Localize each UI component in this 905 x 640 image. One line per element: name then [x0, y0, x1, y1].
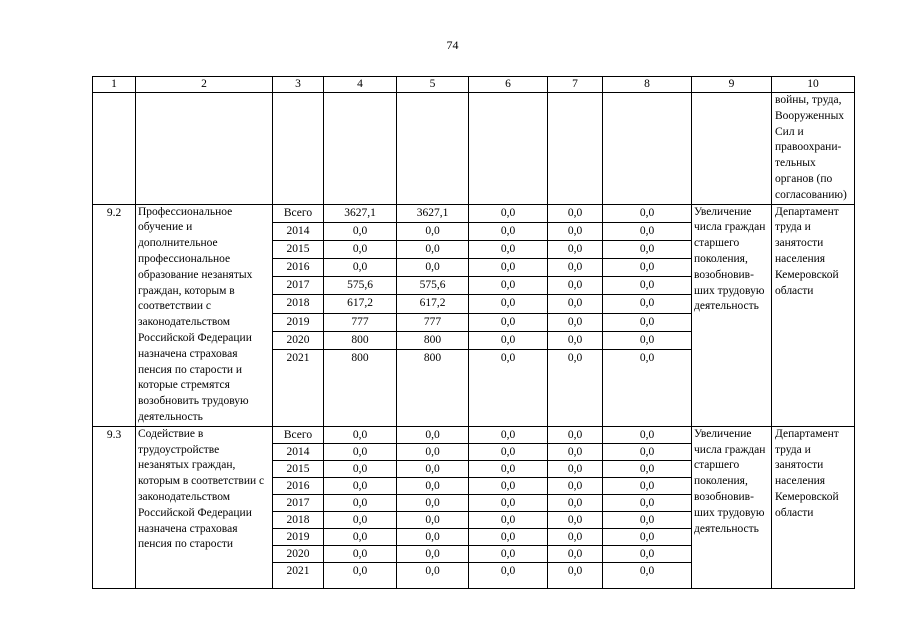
year-cell: 2021	[273, 349, 324, 426]
executor-continuation: войны, труда, Вооруженных Сил и правоохрани-тельных органов (по согласованию)	[772, 93, 855, 205]
year-cell: 2018	[273, 511, 324, 528]
value-cell: 0,0	[603, 511, 692, 528]
value-cell: 0,0	[469, 349, 548, 426]
value-cell: 0,0	[397, 528, 469, 545]
section-description: Профессиональное обучение и дополнительное профессиональное образование незанятых граждан, которым в соответствии с законодательством Российской Федерации назначена страховая пенсия по старости и которые стремятся возобновить трудовую деятельность	[136, 204, 273, 426]
value-cell: 800	[324, 331, 397, 349]
header-cell: 8	[603, 77, 692, 93]
value-cell: 0,0	[548, 204, 603, 222]
section-number: 9.3	[93, 426, 136, 588]
value-cell: 0,0	[603, 477, 692, 494]
value-cell: 0,0	[603, 349, 692, 426]
value-cell: 0,0	[397, 511, 469, 528]
value-cell: 0,0	[397, 443, 469, 460]
value-cell: 0,0	[469, 494, 548, 511]
year-cell: 2021	[273, 562, 324, 588]
value-cell: 0,0	[397, 259, 469, 277]
value-cell: 0,0	[397, 426, 469, 443]
section-executor: Департамент труда и занятости населения Кемеровской области	[772, 426, 855, 588]
section-description: Содействие в трудоустройстве незанятых граждан, которым в соответствии с законодательством Российской Федерации назначена страховая пенсия по старости	[136, 426, 273, 588]
value-cell: 0,0	[397, 460, 469, 477]
header-cell: 4	[324, 77, 397, 93]
page-number: 74	[446, 38, 459, 52]
value-cell: 800	[397, 349, 469, 426]
value-cell: 0,0	[469, 511, 548, 528]
empty-cell	[548, 93, 603, 205]
value-cell: 617,2	[324, 295, 397, 313]
value-cell: 0,0	[603, 313, 692, 331]
value-cell: 0,0	[324, 494, 397, 511]
value-cell: 0,0	[469, 460, 548, 477]
value-cell: 0,0	[469, 562, 548, 588]
header-row	[93, 77, 855, 93]
empty-cell	[93, 93, 136, 205]
value-cell: 617,2	[397, 295, 469, 313]
value-cell: 0,0	[548, 477, 603, 494]
value-cell: 0,0	[324, 426, 397, 443]
value-cell: 0,0	[324, 443, 397, 460]
value-cell: 0,0	[469, 277, 548, 295]
value-cell: 800	[324, 349, 397, 426]
empty-cell	[603, 93, 692, 205]
value-cell: 0,0	[324, 259, 397, 277]
year-cell: 2015	[273, 240, 324, 258]
value-cell: 0,0	[548, 528, 603, 545]
value-cell: 0,0	[548, 331, 603, 349]
value-cell: 0,0	[548, 511, 603, 528]
table-row	[93, 204, 855, 222]
continuation-row	[93, 93, 855, 205]
year-cell: 2019	[273, 313, 324, 331]
empty-cell	[136, 93, 273, 205]
value-cell: 0,0	[469, 331, 548, 349]
value-cell: 0,0	[397, 545, 469, 562]
value-cell: 0,0	[469, 443, 548, 460]
program-table	[92, 76, 855, 589]
empty-cell	[324, 93, 397, 205]
value-cell: 0,0	[324, 562, 397, 588]
empty-cell	[397, 93, 469, 205]
value-cell: 0,0	[603, 528, 692, 545]
value-cell: 0,0	[324, 222, 397, 240]
value-cell: 0,0	[548, 443, 603, 460]
value-cell: 0,0	[397, 562, 469, 588]
value-cell: 575,6	[324, 277, 397, 295]
year-cell: Всего	[273, 204, 324, 222]
value-cell: 0,0	[324, 240, 397, 258]
section-result: Увеличение числа граждан старшего поколения, возобновив-ших трудовую деятельность	[692, 426, 772, 588]
value-cell: 0,0	[603, 240, 692, 258]
value-cell: 0,0	[324, 528, 397, 545]
header-cell: 9	[692, 77, 772, 93]
header-cell: 3	[273, 77, 324, 93]
value-cell: 3627,1	[397, 204, 469, 222]
year-cell: 2018	[273, 295, 324, 313]
value-cell: 0,0	[548, 222, 603, 240]
value-cell: 0,0	[603, 494, 692, 511]
year-cell: 2017	[273, 494, 324, 511]
header-cell: 6	[469, 77, 548, 93]
value-cell: 0,0	[397, 477, 469, 494]
value-cell: 0,0	[324, 460, 397, 477]
value-cell: 0,0	[324, 545, 397, 562]
value-cell: 0,0	[548, 545, 603, 562]
value-cell: 0,0	[603, 443, 692, 460]
value-cell: 800	[397, 331, 469, 349]
value-cell: 0,0	[469, 313, 548, 331]
empty-cell	[469, 93, 548, 205]
value-cell: 0,0	[548, 295, 603, 313]
section-executor: Департамент труда и занятости населения Кемеровской области	[772, 204, 855, 426]
section-number: 9.2	[93, 204, 136, 426]
value-cell: 0,0	[397, 222, 469, 240]
value-cell: 0,0	[603, 259, 692, 277]
value-cell: 575,6	[397, 277, 469, 295]
value-cell: 0,0	[548, 313, 603, 331]
value-cell: 0,0	[548, 426, 603, 443]
value-cell: 0,0	[603, 204, 692, 222]
value-cell: 777	[397, 313, 469, 331]
value-cell: 0,0	[603, 545, 692, 562]
value-cell: 0,0	[548, 277, 603, 295]
year-cell: Всего	[273, 426, 324, 443]
value-cell: 0,0	[548, 494, 603, 511]
value-cell: 0,0	[548, 460, 603, 477]
year-cell: 2019	[273, 528, 324, 545]
year-cell: 2020	[273, 545, 324, 562]
value-cell: 0,0	[469, 259, 548, 277]
year-cell: 2014	[273, 222, 324, 240]
value-cell: 0,0	[469, 222, 548, 240]
value-cell: 0,0	[603, 562, 692, 588]
value-cell: 3627,1	[324, 204, 397, 222]
value-cell: 0,0	[603, 426, 692, 443]
year-cell: 2017	[273, 277, 324, 295]
year-cell: 2015	[273, 460, 324, 477]
value-cell: 0,0	[603, 460, 692, 477]
value-cell: 0,0	[469, 545, 548, 562]
value-cell: 0,0	[548, 240, 603, 258]
table-row	[93, 426, 855, 443]
value-cell: 777	[324, 313, 397, 331]
year-cell: 2016	[273, 477, 324, 494]
value-cell: 0,0	[397, 240, 469, 258]
value-cell: 0,0	[324, 477, 397, 494]
value-cell: 0,0	[603, 277, 692, 295]
header-cell: 5	[397, 77, 469, 93]
value-cell: 0,0	[548, 562, 603, 588]
value-cell: 0,0	[548, 349, 603, 426]
value-cell: 0,0	[469, 240, 548, 258]
value-cell: 0,0	[324, 511, 397, 528]
value-cell: 0,0	[469, 204, 548, 222]
value-cell: 0,0	[548, 259, 603, 277]
header-cell: 10	[772, 77, 855, 93]
empty-cell	[692, 93, 772, 205]
empty-cell	[273, 93, 324, 205]
year-cell: 2014	[273, 443, 324, 460]
header-cell: 1	[93, 77, 136, 93]
value-cell: 0,0	[603, 222, 692, 240]
header-cell: 2	[136, 77, 273, 93]
value-cell: 0,0	[603, 295, 692, 313]
section-result: Увеличение числа граждан старшего поколения, возобновив-ших трудовую деятельность	[692, 204, 772, 426]
value-cell: 0,0	[469, 477, 548, 494]
header-cell: 7	[548, 77, 603, 93]
value-cell: 0,0	[603, 331, 692, 349]
value-cell: 0,0	[469, 528, 548, 545]
value-cell: 0,0	[469, 426, 548, 443]
year-cell: 2020	[273, 331, 324, 349]
value-cell: 0,0	[397, 494, 469, 511]
value-cell: 0,0	[469, 295, 548, 313]
year-cell: 2016	[273, 259, 324, 277]
